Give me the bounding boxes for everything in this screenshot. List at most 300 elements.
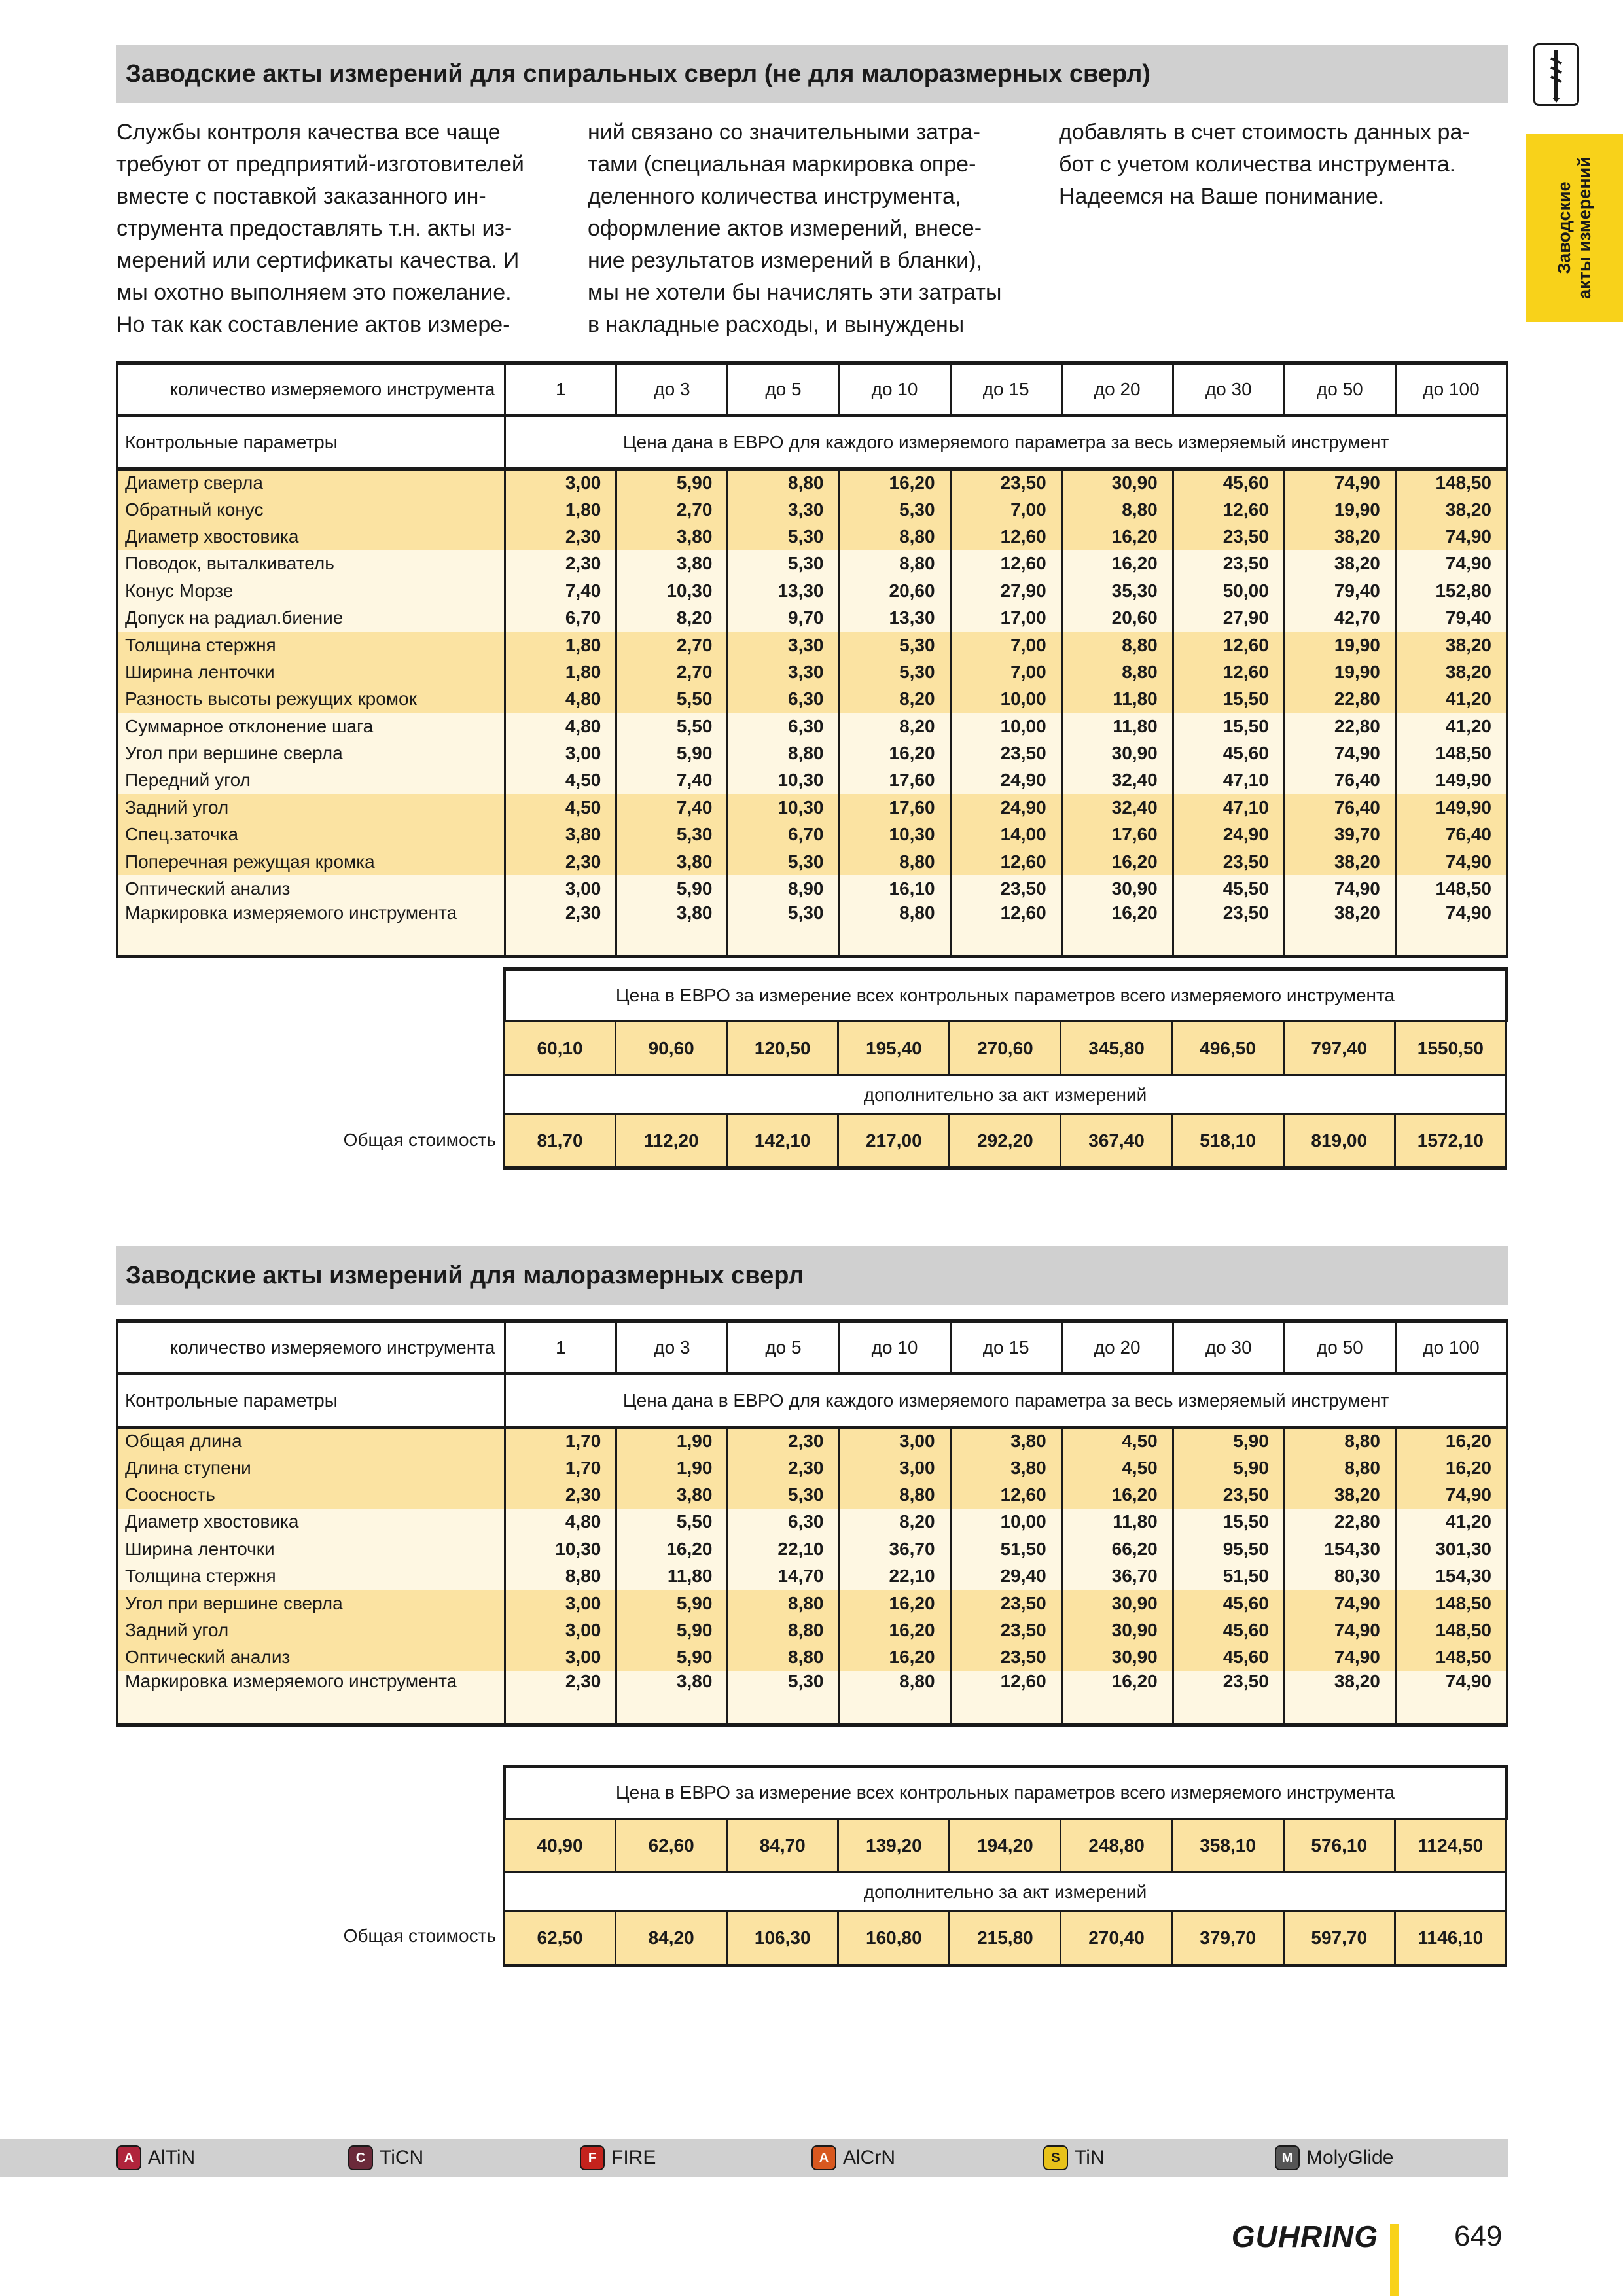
sum-caption: Цена в ЕВРО за измерение всех контрольных параметров всего измеряемого инструмента (505, 969, 1507, 1022)
price-cell: 13,30 (728, 577, 839, 604)
legend-label: MolyGlide (1306, 2147, 1394, 2168)
price-cell: 7,00 (950, 632, 1061, 658)
legend-item (812, 2139, 895, 2177)
sum-cell: 576,10 (1283, 1819, 1395, 1873)
table-row (118, 1509, 1507, 1535)
price-cell: 15,50 (1173, 1509, 1284, 1535)
price-cell: 3,30 (728, 632, 839, 658)
price-cell: 24,90 (1173, 821, 1284, 848)
accent-bar (1390, 2224, 1399, 2296)
parameter-label: Контрольные параметры (118, 416, 505, 469)
price-cell: 1,70 (505, 1427, 616, 1454)
price-cell: 2,70 (616, 496, 728, 523)
price-cell: 22,10 (728, 1535, 839, 1562)
price-cell: 148,50 (1395, 1617, 1507, 1643)
sum-cell: 345,80 (1061, 1022, 1172, 1075)
price-cell: 1,70 (505, 1454, 616, 1481)
table-row (118, 713, 1507, 740)
price-cell: 16,20 (1061, 550, 1173, 577)
parameter-name: Оптический анализ (118, 875, 505, 902)
total-row (505, 1115, 1507, 1168)
price-cell: 12,60 (950, 848, 1061, 875)
price-cell: 3,80 (950, 1427, 1061, 1454)
price-cell: 5,30 (728, 903, 839, 957)
price-cell: 22,80 (1284, 713, 1395, 740)
price-cell: 45,50 (1173, 875, 1284, 902)
price-cell: 15,50 (1173, 686, 1284, 713)
table-row (118, 1671, 1507, 1725)
price-cell: 3,80 (616, 1481, 728, 1508)
price-cell: 148,50 (1395, 469, 1507, 496)
price-cell: 8,20 (616, 604, 728, 631)
price-cell: 23,50 (950, 875, 1061, 902)
price-cell: 5,90 (1173, 1427, 1284, 1454)
price-cell: 3,00 (505, 740, 616, 766)
parameter-name: Толщина стержня (118, 1562, 505, 1589)
price-cell: 14,00 (950, 821, 1061, 848)
table-row (118, 1454, 1507, 1481)
total-cell: 292,20 (950, 1115, 1061, 1168)
section1-title: Заводские акты измерений для спиральных сверл (не для малоразмерных сверл) (126, 60, 1151, 88)
quantity-header-cell: до 3 (616, 363, 728, 416)
price-cell: 41,20 (1395, 686, 1507, 713)
price-cell: 10,00 (950, 686, 1061, 713)
price-cell: 24,90 (950, 794, 1061, 821)
price-cell: 20,60 (839, 577, 950, 604)
price-cell: 23,50 (950, 1590, 1061, 1617)
sum-cell: 195,40 (838, 1022, 950, 1075)
price-cell: 5,90 (616, 469, 728, 496)
intro-line: ний связано со значительными затра- (588, 120, 980, 145)
price-cell: 5,30 (728, 523, 839, 550)
parameter-name: Толщина стержня (118, 632, 505, 658)
price-cell: 5,90 (616, 1644, 728, 1671)
price-cell: 12,60 (950, 1481, 1061, 1508)
price-cell: 74,90 (1284, 1617, 1395, 1643)
price-cell: 16,20 (1061, 848, 1173, 875)
price-cell: 7,00 (950, 496, 1061, 523)
section2-header (116, 1246, 1508, 1305)
price-cell: 79,40 (1395, 604, 1507, 631)
price-cell: 74,90 (1395, 1671, 1507, 1725)
price-cell: 2,30 (505, 550, 616, 577)
legend-item (116, 2139, 195, 2177)
price-cell: 3,00 (839, 1454, 950, 1481)
section2-title: Заводские акты измерений для малоразмерных сверл (126, 1262, 804, 1289)
price-cell: 5,90 (1173, 1454, 1284, 1481)
drill-icon (1533, 43, 1579, 106)
price-cell: 2,30 (505, 848, 616, 875)
side-tab-label: Заводские акты измерений (1554, 156, 1594, 299)
price-cell: 32,40 (1061, 794, 1173, 821)
parameter-name: Передний угол (118, 767, 505, 794)
price-cell: 39,70 (1284, 821, 1395, 848)
total-cell: 160,80 (838, 1912, 950, 1965)
coating-legend (0, 2139, 1508, 2177)
price-cell: 23,50 (1173, 523, 1284, 550)
table-row (118, 1535, 1507, 1562)
price-cell: 11,80 (1061, 686, 1173, 713)
price-cell: 3,00 (505, 1617, 616, 1643)
section1-total-label: Общая стоимость (343, 1130, 496, 1150)
table-row (118, 794, 1507, 821)
price-cell: 6,70 (728, 821, 839, 848)
price-cell: 8,80 (505, 1562, 616, 1589)
price-cell: 16,20 (1395, 1427, 1507, 1454)
price-cell: 22,10 (839, 1562, 950, 1589)
price-cell: 8,80 (728, 1644, 839, 1671)
intro-line: мерений или сертификаты качества. И (116, 248, 520, 273)
price-cell: 74,90 (1284, 469, 1395, 496)
alcrn-icon: A (812, 2145, 836, 2170)
price-cell: 8,90 (728, 875, 839, 902)
price-cell: 38,20 (1284, 1671, 1395, 1725)
price-cell: 45,60 (1173, 1644, 1284, 1671)
price-cell: 7,40 (616, 767, 728, 794)
price-cell: 12,60 (950, 523, 1061, 550)
price-cell: 6,30 (728, 713, 839, 740)
price-cell: 5,50 (616, 1509, 728, 1535)
price-cell: 4,50 (1061, 1454, 1173, 1481)
page-number: 649 (1454, 2220, 1503, 2252)
price-cell: 29,40 (950, 1562, 1061, 1589)
intro-column-1 (116, 117, 565, 341)
price-cell: 17,60 (839, 794, 950, 821)
quantity-label: количество измеряемого инструмента (118, 363, 505, 416)
price-cell: 8,80 (1061, 658, 1173, 685)
intro-line: добавлять в счет стоимость данных ра- (1059, 120, 1470, 145)
price-cell: 10,00 (950, 1509, 1061, 1535)
section2-total-label: Общая стоимость (343, 1926, 496, 1946)
parameter-name: Ширина ленточки (118, 1535, 505, 1562)
intro-column-3 (1059, 117, 1508, 213)
price-cell: 3,00 (505, 875, 616, 902)
price-cell: 23,50 (950, 1617, 1061, 1643)
intro-line: требуют от предприятий-изготовителей (116, 152, 524, 177)
price-cell: 74,90 (1284, 1644, 1395, 1671)
legend-item (1043, 2139, 1105, 2177)
parameter-header-row (118, 416, 1507, 469)
parameter-name: Оптический анализ (118, 1644, 505, 1671)
quantity-header-cell: до 5 (728, 363, 839, 416)
price-cell: 2,30 (505, 523, 616, 550)
price-cell: 16,10 (839, 875, 950, 902)
quantity-header-cell: до 3 (616, 1321, 728, 1374)
parameter-name: Допуск на радиал.биение (118, 604, 505, 631)
price-cell: 22,80 (1284, 1509, 1395, 1535)
total-cell: 112,20 (616, 1115, 727, 1168)
legend-label: AlCrN (843, 2147, 895, 2168)
price-cell: 50,00 (1173, 577, 1284, 604)
legend-label: TiCN (380, 2147, 424, 2168)
sum-cell: 248,80 (1061, 1819, 1172, 1873)
price-cell: 51,50 (950, 1535, 1061, 1562)
intro-line: ние результатов измерений в бланки), (588, 248, 983, 273)
quantity-header-row (118, 1321, 1507, 1374)
price-cell: 149,90 (1395, 794, 1507, 821)
section1-header (116, 45, 1508, 103)
price-cell: 74,90 (1395, 848, 1507, 875)
tin-icon: S (1043, 2145, 1068, 2170)
price-cell: 154,30 (1395, 1562, 1507, 1589)
parameter-name: Суммарное отклонение шага (118, 713, 505, 740)
price-cell: 8,20 (839, 1509, 950, 1535)
price-cell: 23,50 (950, 1644, 1061, 1671)
price-cell: 7,00 (950, 658, 1061, 685)
price-cell: 12,60 (1173, 658, 1284, 685)
price-cell: 95,50 (1173, 1535, 1284, 1562)
quantity-header-cell: до 20 (1061, 1321, 1173, 1374)
price-cell: 8,80 (728, 1590, 839, 1617)
sum-cell: 120,50 (727, 1022, 838, 1075)
price-cell: 30,90 (1061, 1644, 1173, 1671)
intro-line: Но так как составление актов измере- (116, 312, 510, 337)
parameter-name: Угол при вершине сверла (118, 740, 505, 766)
price-cell: 79,40 (1284, 577, 1395, 604)
price-cell: 5,50 (616, 686, 728, 713)
price-cell: 3,30 (728, 496, 839, 523)
total-cell: 217,00 (838, 1115, 950, 1168)
price-cell: 27,90 (1173, 604, 1284, 631)
total-cell: 518,10 (1172, 1115, 1283, 1168)
total-cell: 819,00 (1283, 1115, 1395, 1168)
price-cell: 30,90 (1061, 875, 1173, 902)
intro-line: Службы контроля качества все чаще (116, 120, 501, 145)
price-cell: 11,80 (1061, 1509, 1173, 1535)
price-cell: 12,60 (1173, 496, 1284, 523)
quantity-header-cell: до 10 (839, 363, 950, 416)
extra-caption: дополнительно за акт измерений (505, 1873, 1507, 1912)
price-cell: 11,80 (616, 1562, 728, 1589)
price-cell: 2,30 (728, 1427, 839, 1454)
sum-cell: 496,50 (1172, 1022, 1283, 1075)
price-cell: 5,90 (616, 740, 728, 766)
side-tab[interactable] (1526, 134, 1623, 322)
price-cell: 14,70 (728, 1562, 839, 1589)
price-cell: 23,50 (1173, 848, 1284, 875)
sum-cell: 1124,50 (1395, 1819, 1506, 1873)
price-cell: 148,50 (1395, 740, 1507, 766)
parameter-name: Задний угол (118, 794, 505, 821)
price-cell: 66,20 (1061, 1535, 1173, 1562)
price-cell: 8,80 (839, 1671, 950, 1725)
quantity-header-cell: до 100 (1395, 363, 1507, 416)
price-cell: 38,20 (1284, 848, 1395, 875)
sum-cell: 139,20 (838, 1819, 950, 1873)
parameter-name: Общая длина (118, 1427, 505, 1454)
quantity-header-cell: до 5 (728, 1321, 839, 1374)
price-cell: 74,90 (1395, 550, 1507, 577)
parameter-name: Диаметр хвостовика (118, 1509, 505, 1535)
parameter-name: Ширина ленточки (118, 658, 505, 685)
price-cell: 1,90 (616, 1454, 728, 1481)
price-cell: 3,80 (505, 821, 616, 848)
price-cell: 16,20 (839, 1590, 950, 1617)
quantity-header-cell: до 30 (1173, 363, 1284, 416)
price-cell: 38,20 (1395, 632, 1507, 658)
sum-cell: 194,20 (950, 1819, 1061, 1873)
sum-cell: 60,10 (505, 1022, 616, 1075)
table-row (118, 875, 1507, 902)
price-cell: 3,80 (616, 550, 728, 577)
price-cell: 23,50 (950, 740, 1061, 766)
sum-cell: 270,60 (950, 1022, 1061, 1075)
guhring-logo: GUHRING (1231, 2219, 1378, 2253)
parameter-name: Разность высоты режущих кромок (118, 686, 505, 713)
price-cell: 23,50 (1173, 1671, 1284, 1725)
price-cell: 16,20 (1395, 1454, 1507, 1481)
price-cell: 8,80 (839, 550, 950, 577)
price-cell: 76,40 (1284, 794, 1395, 821)
parameter-name: Диаметр сверла (118, 469, 505, 496)
price-cell: 41,20 (1395, 713, 1507, 740)
parameter-name: Угол при вершине сверла (118, 1590, 505, 1617)
price-cell: 9,70 (728, 604, 839, 631)
table-row (118, 1617, 1507, 1643)
price-cell: 4,50 (1061, 1427, 1173, 1454)
altin-icon: A (116, 2145, 141, 2170)
price-cell: 74,90 (1395, 523, 1507, 550)
price-cell: 22,80 (1284, 686, 1395, 713)
price-cell: 10,30 (505, 1535, 616, 1562)
price-cell: 19,90 (1284, 632, 1395, 658)
price-cell: 74,90 (1395, 903, 1507, 957)
section2-price-table (116, 1319, 1508, 1727)
price-cell: 4,80 (505, 713, 616, 740)
legend-label: TiN (1075, 2147, 1105, 2168)
price-cell: 74,90 (1284, 875, 1395, 902)
parameter-header-row (118, 1374, 1507, 1427)
total-cell: 215,80 (950, 1912, 1061, 1965)
total-cell: 270,40 (1061, 1912, 1172, 1965)
price-cell: 8,80 (839, 848, 950, 875)
parameter-name: Длина ступени (118, 1454, 505, 1481)
price-cell: 38,20 (1284, 903, 1395, 957)
price-cell: 16,20 (1061, 1671, 1173, 1725)
price-cell: 8,80 (728, 469, 839, 496)
price-cell: 38,20 (1395, 496, 1507, 523)
table-row (118, 1427, 1507, 1454)
table-row (118, 903, 1507, 957)
price-cell: 11,80 (1061, 713, 1173, 740)
total-cell: 84,20 (616, 1912, 727, 1965)
price-cell: 3,00 (505, 1590, 616, 1617)
price-cell: 16,20 (839, 1644, 950, 1671)
price-cell: 5,90 (616, 1590, 728, 1617)
price-cell: 1,80 (505, 632, 616, 658)
sum-cell: 90,60 (616, 1022, 727, 1075)
price-cell: 5,50 (616, 713, 728, 740)
price-cell: 10,00 (950, 713, 1061, 740)
price-cell: 5,30 (728, 550, 839, 577)
price-cell: 12,60 (950, 550, 1061, 577)
parameter-name: Маркировка измеряемого инструмента (118, 903, 505, 957)
price-cell: 5,30 (728, 1481, 839, 1508)
price-cell: 16,20 (1061, 1481, 1173, 1508)
price-cell: 41,20 (1395, 1509, 1507, 1535)
price-cell: 8,80 (728, 740, 839, 766)
price-cell: 3,00 (839, 1427, 950, 1454)
price-cell: 4,80 (505, 686, 616, 713)
price-cell: 74,90 (1395, 1481, 1507, 1508)
table-row (118, 848, 1507, 875)
price-cell: 45,60 (1173, 740, 1284, 766)
price-cell: 10,30 (839, 821, 950, 848)
price-cell: 45,60 (1173, 1617, 1284, 1643)
parameter-name: Маркировка измеряемого инструмента (118, 1671, 505, 1725)
extra-caption-row (505, 1075, 1507, 1115)
parameter-name: Поводок, выталкиватель (118, 550, 505, 577)
sum-caption: Цена в ЕВРО за измерение всех контрольных параметров всего измеряемого инструмента (505, 1767, 1507, 1819)
price-cell: 2,30 (505, 1671, 616, 1725)
price-cell: 45,60 (1173, 469, 1284, 496)
price-cell: 17,60 (1061, 821, 1173, 848)
table-row (118, 686, 1507, 713)
table-row (118, 1590, 1507, 1617)
price-cell: 5,30 (728, 1671, 839, 1725)
table-row (118, 740, 1507, 766)
price-cell: 2,70 (616, 632, 728, 658)
legend-item (1275, 2139, 1393, 2177)
total-cell: 597,70 (1283, 1912, 1395, 1965)
price-cell: 3,80 (616, 1671, 728, 1725)
price-cell: 3,80 (616, 848, 728, 875)
table-row (118, 469, 1507, 496)
price-cell: 45,60 (1173, 1590, 1284, 1617)
parameter-name: Спец.заточка (118, 821, 505, 848)
total-cell: 142,10 (727, 1115, 838, 1168)
quantity-header-cell: до 50 (1284, 1321, 1395, 1374)
parameter-name: Обратный конус (118, 496, 505, 523)
price-cell: 24,90 (950, 767, 1061, 794)
price-cell: 17,60 (839, 767, 950, 794)
total-cell: 1572,10 (1395, 1115, 1506, 1168)
price-cell: 1,80 (505, 658, 616, 685)
price-cell: 4,50 (505, 767, 616, 794)
section1-totals-table (503, 967, 1508, 1170)
price-cell: 2,30 (505, 1481, 616, 1508)
price-cell: 6,30 (728, 686, 839, 713)
price-cell: 32,40 (1061, 767, 1173, 794)
price-note: Цена дана в ЕВРО для каждого измеряемого параметра за весь измеряемый инструмент (505, 416, 1507, 469)
parameter-name: Диаметр хвостовика (118, 523, 505, 550)
price-cell: 23,50 (1173, 1481, 1284, 1508)
intro-line: оформление актов измерений, внесе- (588, 216, 982, 241)
price-cell: 47,10 (1173, 767, 1284, 794)
molyglide-icon: M (1275, 2145, 1300, 2170)
price-cell: 148,50 (1395, 1644, 1507, 1671)
legend-label: FIRE (611, 2147, 656, 2168)
price-cell: 148,50 (1395, 875, 1507, 902)
quantity-label: количество измеряемого инструмента (118, 1321, 505, 1374)
intro-line: мы охотно выполняем это пожелание. (116, 280, 512, 305)
intro-line: Надеемся на Ваше понимание. (1059, 184, 1385, 209)
price-cell: 17,00 (950, 604, 1061, 631)
price-cell: 6,70 (505, 604, 616, 631)
price-cell: 38,20 (1395, 658, 1507, 685)
price-cell: 23,50 (1173, 550, 1284, 577)
price-cell: 38,20 (1284, 523, 1395, 550)
price-cell: 10,30 (728, 794, 839, 821)
table-row (118, 632, 1507, 658)
price-cell: 12,60 (950, 1671, 1061, 1725)
price-cell: 16,20 (616, 1535, 728, 1562)
table-row (118, 767, 1507, 794)
price-cell: 12,60 (1173, 632, 1284, 658)
price-cell: 2,30 (728, 1454, 839, 1481)
price-cell: 8,80 (839, 1481, 950, 1508)
price-cell: 74,90 (1284, 740, 1395, 766)
